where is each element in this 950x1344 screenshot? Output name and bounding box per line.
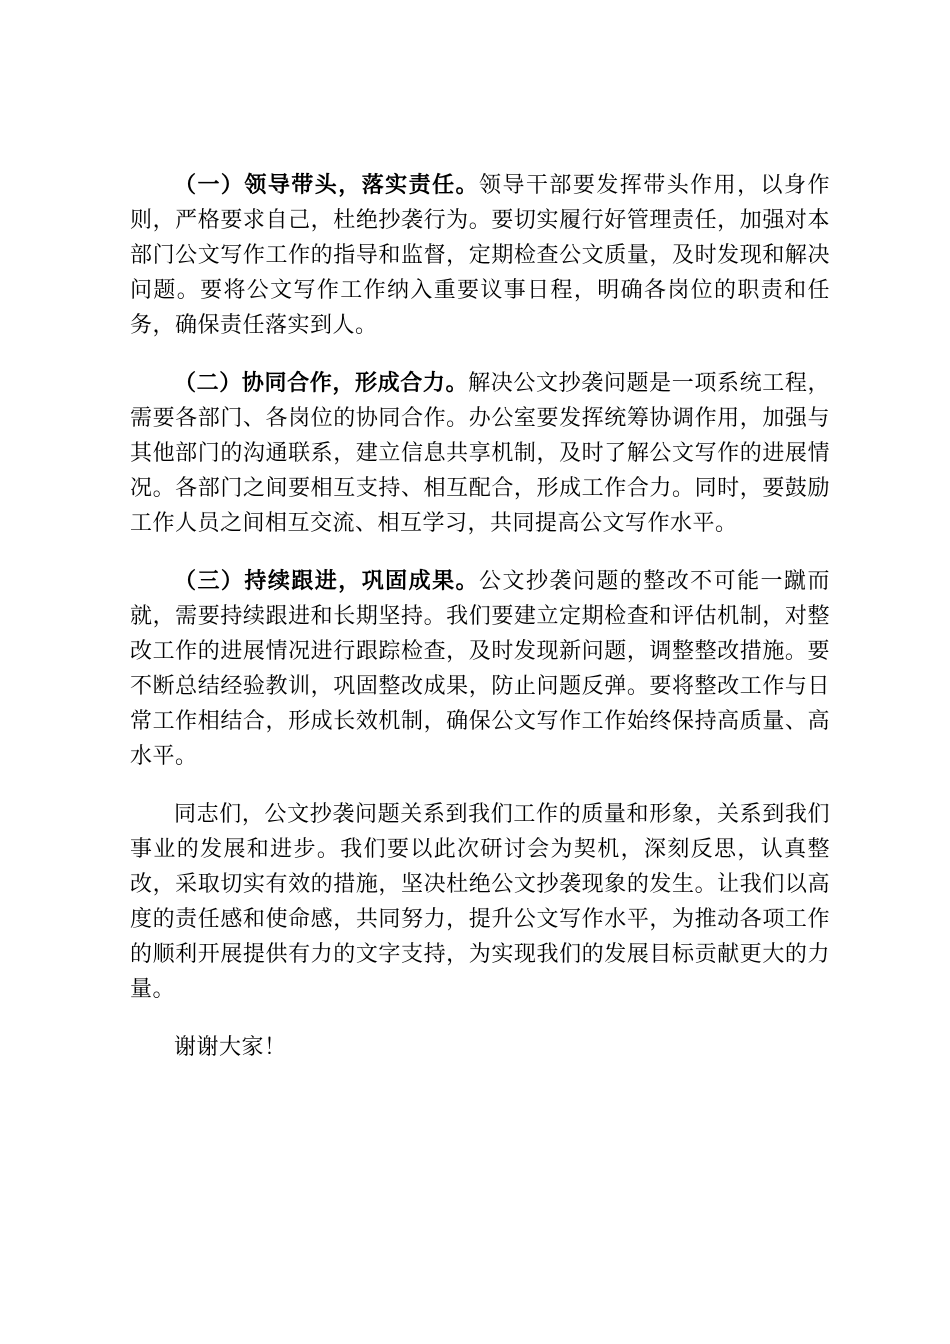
paragraph-1-body: 领导干部要发挥带头作用，以身作则，严格要求自己，杜绝抄袭行为。要切实履行好管理责任，加强对本部门公文写作工作的指导和监督，定期检查公文质量，及时发现和解决问题。要将公文写作工作纳入重要议事日程，明确各岗位的职责和任务，确保责任落实到人。 — [130, 173, 830, 338]
paragraph-2-heading: （二）协同合作，形成合力。 — [174, 371, 469, 396]
paragraph-1 — [130, 168, 830, 343]
closing-line: 谢谢大家！ — [174, 1035, 287, 1060]
paragraph-1-heading: （一）领导带头，落实责任。 — [174, 173, 480, 198]
paragraph-2-body: 解决公文抄袭问题是一项系统工程，需要各部门、各岗位的协同合作。办公室要发挥统筹协调作用，加强与其他部门的沟通联系，建立信息共享机制，及时了解公文写作的进展情况。各部门之间要相互支持、相互配合，形成工作合力。同时，要鼓励工作人员之间相互交流、相互学习，共同提高公文写作水平。 — [130, 371, 830, 536]
paragraph-2 — [130, 366, 830, 541]
document-page — [130, 168, 830, 1088]
paragraph-4 — [130, 797, 830, 1007]
paragraph-3-body: 公文抄袭问题的整改不可能一蹴而就，需要持续跟进和长期坚持。我们要建立定期检查和评估机制，对整改工作的进展情况进行跟踪检查，及时发现新问题，调整整改措施。要不断总结经验教训，巩固整改成果，防止问题反弹。要将整改工作与日常工作相结合，形成长效机制，确保公文写作工作始终保持高质量、高水平。 — [130, 569, 830, 769]
paragraph-3 — [130, 564, 830, 774]
paragraph-3-heading: （三）持续跟进，巩固成果。 — [174, 569, 480, 594]
paragraph-4-body: 同志们，公文抄袭问题关系到我们工作的质量和形象，关系到我们事业的发展和进步。我们要以此次研讨会为契机，深刻反思，认真整改，采取切实有效的措施，坚决杜绝公文抄袭现象的发生。让我们以高度的责任感和使命感，共同努力，提升公文写作水平，为推动各项工作的顺利开展提供有力的文字支持，为实现我们的发展目标贡献更大的力量。 — [130, 802, 830, 1002]
